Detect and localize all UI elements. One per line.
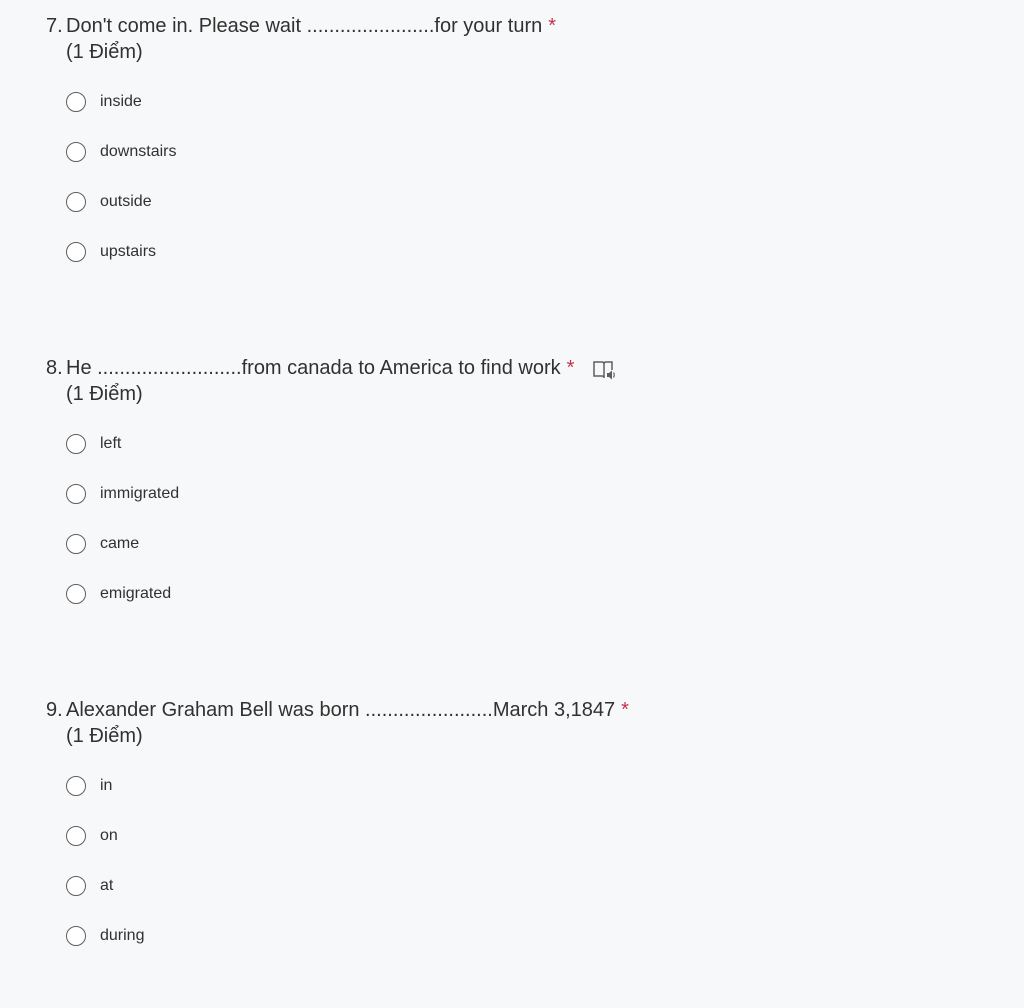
option-in[interactable] xyxy=(66,771,746,801)
option-label: came xyxy=(100,535,140,552)
options-list xyxy=(66,429,746,609)
question-title xyxy=(46,13,746,39)
immersive-reader-icon[interactable] xyxy=(592,359,616,381)
required-mark: * xyxy=(566,357,575,379)
option-emigrated[interactable] xyxy=(66,579,746,609)
option-at[interactable] xyxy=(66,871,746,901)
radio-button[interactable] xyxy=(66,926,86,946)
option-label: downstairs xyxy=(100,143,177,160)
question-number: 9. xyxy=(46,699,63,721)
option-on[interactable] xyxy=(66,821,746,851)
question-points: (1 Điểm) xyxy=(66,383,143,405)
question-number: 7. xyxy=(46,15,63,37)
radio-button[interactable] xyxy=(66,242,86,262)
radio-button[interactable] xyxy=(66,826,86,846)
radio-button[interactable] xyxy=(66,142,86,162)
option-label: left xyxy=(100,435,122,452)
required-mark: * xyxy=(621,699,629,721)
option-came[interactable] xyxy=(66,529,746,559)
radio-button[interactable] xyxy=(66,776,86,796)
question-text: Alexander Graham Bell was born .......................March 3,1847 xyxy=(66,699,616,721)
option-label: in xyxy=(100,777,113,794)
option-outside[interactable] xyxy=(66,187,746,217)
option-label: immigrated xyxy=(100,485,180,502)
options-list xyxy=(66,771,746,951)
option-label: upstairs xyxy=(100,243,157,260)
question-text: Don't come in. Please wait .......................for your turn xyxy=(66,15,543,37)
option-upstairs[interactable] xyxy=(66,237,746,267)
option-label: inside xyxy=(100,93,142,110)
option-during[interactable] xyxy=(66,921,746,951)
option-label: on xyxy=(100,827,118,844)
options-list xyxy=(66,87,746,267)
required-mark: * xyxy=(548,15,557,37)
radio-button[interactable] xyxy=(66,484,86,504)
option-label: at xyxy=(100,877,114,894)
option-label: during xyxy=(100,927,145,944)
option-inside[interactable] xyxy=(66,87,746,117)
question-7 xyxy=(46,13,746,287)
question-text: He ..........................from canada to America to find work xyxy=(66,357,561,379)
question-title xyxy=(46,355,746,381)
option-left[interactable] xyxy=(66,429,746,459)
question-points: (1 Điểm) xyxy=(66,41,143,63)
option-downstairs[interactable] xyxy=(66,137,746,167)
radio-button[interactable] xyxy=(66,434,86,454)
radio-button[interactable] xyxy=(66,534,86,554)
option-label: outside xyxy=(100,193,152,210)
radio-button[interactable] xyxy=(66,876,86,896)
question-9 xyxy=(46,697,746,971)
option-immigrated[interactable] xyxy=(66,479,746,509)
question-8 xyxy=(46,355,746,629)
question-number: 8. xyxy=(46,357,63,379)
question-points: (1 Điểm) xyxy=(66,725,143,747)
radio-button[interactable] xyxy=(66,584,86,604)
radio-button[interactable] xyxy=(66,92,86,112)
question-title xyxy=(46,697,746,723)
option-label: emigrated xyxy=(100,585,172,602)
radio-button[interactable] xyxy=(66,192,86,212)
